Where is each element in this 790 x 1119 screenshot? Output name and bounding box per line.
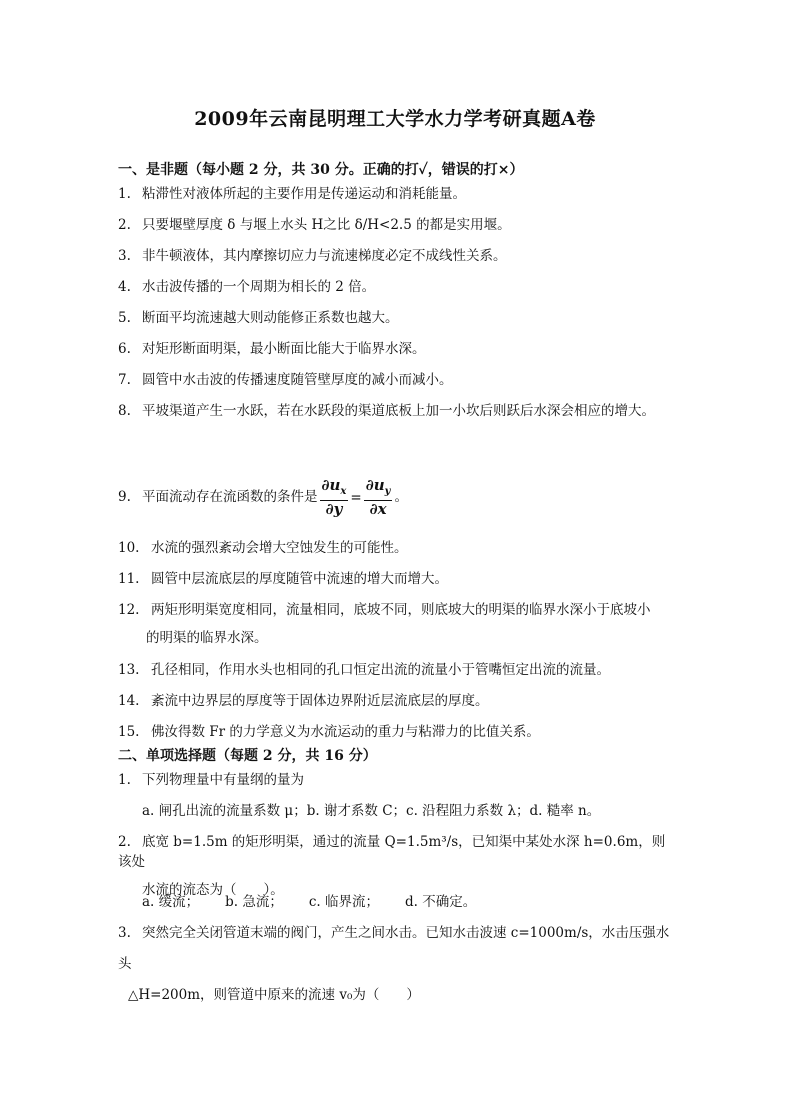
document-body: [118, 160, 678, 1016]
question-1: [118, 184, 678, 215]
question-text: 突然完全关闭管道末端的阀门，产生之间水击。已知水击波速 c=1000m/s，水击压强水: [142, 925, 670, 941]
option-b: b. 急流；: [225, 894, 283, 910]
question-number: 10.: [118, 540, 140, 556]
question-10: [118, 538, 678, 569]
question-number: 7.: [118, 372, 131, 388]
fraction-subscript: y: [384, 486, 391, 497]
spacer: [118, 432, 678, 472]
question-text: 圆管中水击波的传播速度随管壁厚度的减小而减小。: [142, 372, 453, 388]
question-text: 孔径相同，作用水头也相同的孔口恒定出流的流量小于管嘴恒定出流的流量。: [151, 662, 610, 678]
formula: [318, 473, 395, 523]
question-number: 3.: [118, 925, 131, 941]
question-3: [118, 246, 678, 277]
choice-question-2: [118, 832, 678, 898]
question-text: 对矩形断面明渠，最小断面比能大于临界水深。: [142, 341, 426, 357]
question-11: [118, 569, 678, 600]
question-number: 1.: [118, 186, 131, 202]
question-number: 11.: [118, 571, 140, 587]
question-number: 6.: [118, 341, 131, 357]
option-d: d. 不确定。: [405, 894, 477, 910]
question-9: [118, 472, 678, 538]
fraction-subscript: x: [340, 486, 347, 497]
question-12: [118, 600, 678, 660]
choice-question-3-line3: △H=200m，则管道中原来的流速 v₀为（ ）: [128, 987, 420, 1003]
question-number: 1.: [118, 772, 131, 788]
equals-sign: =: [350, 489, 362, 506]
question-13: [118, 660, 678, 691]
question-text-end: 。: [394, 489, 408, 505]
question-2: [118, 215, 678, 246]
page-title: 2009年云南昆明理工大学水力学考研真题A卷: [194, 108, 596, 130]
section2-heading: 二、单项选择题（每题 2 分，共 16 分）: [118, 748, 377, 764]
question-number: 12.: [118, 602, 140, 618]
question-number: 15.: [118, 724, 140, 740]
fraction-numerator: ∂u: [365, 476, 385, 494]
choice-question-2-options: [118, 892, 678, 923]
question-number: 9.: [118, 489, 131, 505]
fraction-denominator: ∂x: [369, 500, 387, 518]
question-14: [118, 691, 678, 722]
question-text: 非牛顿液体，其内摩擦切应力与流速梯度必定不成线性关系。: [142, 248, 507, 264]
question-text: 平坡渠道产生一水跃，若在水跃段的渠道底板上加一小坎后则跃后水深会相应的增大。: [142, 403, 655, 419]
question-text: 平面流动存在流函数的条件是: [142, 489, 318, 505]
question-7: [118, 370, 678, 401]
fraction-denominator: ∂y: [325, 500, 343, 518]
question-6: [118, 339, 678, 370]
question-text-continued: 的明渠的临界水深。: [146, 630, 268, 646]
question-8: [118, 401, 678, 432]
question-text: 圆管中层流底层的厚度随管中流速的增大而增大。: [151, 571, 448, 587]
question-5: [118, 308, 678, 339]
question-text: 粘滞性对液体所起的主要作用是传递运动和消耗能量。: [142, 186, 466, 202]
fraction-numerator: ∂u: [321, 476, 341, 494]
choice-question-1-options: a. 闸孔出流的流量系数 μ；b. 谢才系数 C；c. 沿程阻力系数 λ；d. 糙率 n。: [142, 803, 601, 819]
question-number: 13.: [118, 662, 140, 678]
question-text: 断面平均流速越大则动能修正系数也越大。: [142, 310, 399, 326]
question-number: 14.: [118, 693, 140, 709]
choice-question-3-line2: 头: [118, 956, 132, 972]
option-c: c. 临界流；: [308, 894, 380, 910]
section1-heading: 一、是非题（每小题 2 分，共 30 分。正确的打✓，错误的打×）: [118, 162, 524, 178]
question-text: 底宽 b=1.5m 的矩形明渠，通过的流量 Q=1.5m³/s，已知渠中某处水深 h=0.6m，则该处: [118, 834, 666, 870]
question-text: 佛汝得数 Fr 的力学意义为水流运动的重力与粘滞力的比值关系。: [151, 724, 540, 740]
question-number: 4.: [118, 279, 131, 295]
question-number: 8.: [118, 403, 131, 419]
question-15: [118, 722, 678, 746]
option-a: a. 缓流；: [142, 894, 200, 910]
question-text-continued: 水流的流态为（ ）。: [142, 882, 284, 898]
question-text: 下列物理量中有量纲的量为: [142, 772, 304, 788]
question-number: 2.: [118, 217, 131, 233]
question-text: 水流的强烈紊动会增大空蚀发生的可能性。: [151, 540, 408, 556]
question-text: 只要堰壁厚度 δ 与堰上水头 H之比 δ/H<2.5 的都是实用堰。: [142, 217, 511, 233]
question-text: 水击波传播的一个周期为相长的 2 倍。: [142, 279, 376, 295]
question-4: [118, 277, 678, 308]
choice-question-3: [118, 923, 678, 954]
choice-question-1: [118, 770, 678, 801]
question-number: 2.: [118, 834, 131, 850]
fraction-right: [364, 477, 393, 518]
question-text: 两矩形明渠宽度相同，流量相同，底坡不同，则底坡大的明渠的临界水深小于底坡小: [151, 602, 651, 618]
question-number: 5.: [118, 310, 131, 326]
question-number: 3.: [118, 248, 131, 264]
fraction-left: [320, 477, 349, 518]
question-text: 紊流中边界层的厚度等于固体边界附近层流底层的厚度。: [151, 693, 489, 709]
